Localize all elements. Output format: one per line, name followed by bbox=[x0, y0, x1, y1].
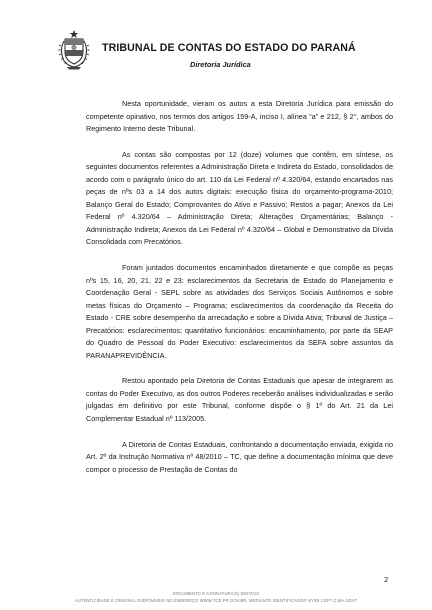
department-name: Diretoria Jurídica bbox=[190, 60, 251, 69]
document-body bbox=[86, 98, 393, 489]
paragraph: Nesta oportunidade, vieram os autos a esta Diretoria Jurídica para emissão do competente opinativo, nos termos dos artigos 159-A, inciso I, alínea “a” e 212, § 2°, ambos do Regimento Interno deste Tribunal. bbox=[86, 99, 393, 134]
parana-coat-of-arms-icon bbox=[58, 30, 90, 70]
organization-name: TRIBUNAL DE CONTAS DO ESTADO DO PARANÁ bbox=[102, 42, 356, 54]
page-number: 2 bbox=[384, 575, 389, 584]
paragraph: Restou apontado pela Diretoria de Contas Estaduais que apesar de integrarem as contas do Poder Executivo, as dos outros Poderes receberão análises individualizadas e serão julgadas em definitivo por este Tribunal, conforme dispõe o § 1º do Art. 21 da Lei Complementar Estadual nº 113/2005. bbox=[86, 376, 393, 424]
letterhead bbox=[58, 30, 388, 76]
paragraph: As contas são compostas por 12 (doze) volumes que contêm, em síntese, os seguintes documentos referentes a Administração Direta e Indireta do Estado, consolidados de acordo com o parágrafo único do art. 110 da Lei Federal nº 4.320/64, estando encartados nas peças de nºs 03 a 14 dos autos digitais: execução física do orçamento-programa-2010; Balanço Geral do Estado; Comprovantes do Ativo e Passivo; Restos a pagar; Anexos da Lei Federal nº 4.320/64 – Administração Direta; Alterações Orçamentárias; Balanço - Administração Indireta; Anexos da Lei Federal nº 4.320/64 – Global e Demonstrativo da Dívida Consolidada com Precatórios. bbox=[86, 149, 393, 247]
digital-signature-footer bbox=[0, 590, 432, 604]
footer-line-authenticity: AUTENTICIDADE E ORIGINAL DISPONÍVEIS NO ENDEREÇO WWW.TCE.PR.GOV.BR, MEDIANTE IDENTIFICADOR NYR8.CGP7.C.MA.XDV7 bbox=[74, 598, 358, 603]
paragraph: Foram juntados documentos encaminhados diretamente e que compõe as peças nºs 15, 16, 20, 21, 22 e 23: esclarecimentos da Secretaria de Estado do Planejamento e Coordenação Geral - SEPL sobre as atividades dos Serviços Sociais Autônomos e sobre metas físicas do Orçamento – Programa; esclarecimentos da coordenação da Receita do Estado - CRE sobre desempenho da arrecadação e sobre a Dívida Ativa; Tribunal de Justiça – Precatórios: esclarecimentos; quantitativo funcionários: encaminhamento, por parte da SEAP do Quadro de Pessoal do Poder Executivo: esclarecimentos da SEFA sobre assuntos da PARANAPREVIDÊNCIA. bbox=[86, 263, 393, 360]
paragraph: A Diretoria de Contas Estaduais, confrontando a documentação enviada, exigida no Art. 2º da Instrução Normativa nº 48/2010 – TC, que define a documentação mínima que deve compor o processo de Prestação de Contas do bbox=[86, 439, 393, 474]
footer-line-title: DOCUMENTO E ASSINATURA(S) DIGITAIS bbox=[172, 591, 260, 596]
